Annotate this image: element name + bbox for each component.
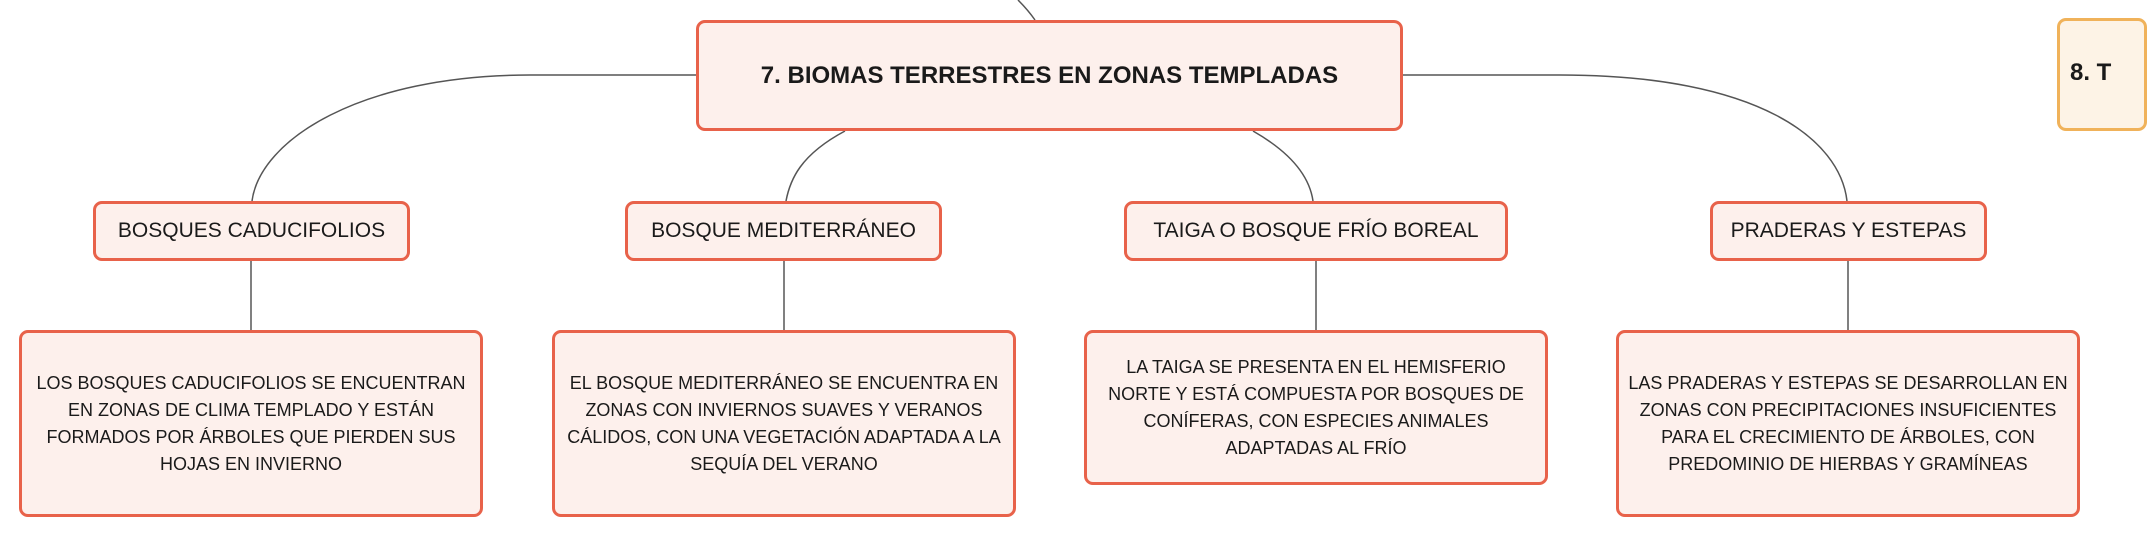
branch-title: BOSQUES CADUCIFOLIOS — [117, 219, 386, 242]
connector-parent — [1018, 0, 1035, 20]
connector-main-to-branch-2 — [786, 131, 845, 201]
connector-main-to-branch-3 — [1253, 131, 1313, 201]
next-topic-node[interactable] — [2057, 18, 2147, 131]
branch-node-bosque-mediterraneo[interactable] — [625, 201, 942, 261]
connector-main-to-branch-1 — [252, 75, 696, 201]
description-node-taiga[interactable] — [1084, 330, 1548, 485]
main-topic-title: 7. BIOMAS TERRESTRES EN ZONAS TEMPLADAS — [760, 61, 1339, 89]
description-node-bosque-mediterraneo[interactable] — [552, 330, 1016, 517]
branch-description: LA TAIGA SE PRESENTA EN EL HEMISFERIO NORTE Y ESTÁ COMPUESTA POR BOSQUES DE CONÍFERAS, CON ESPECIES ANIMALES ADAPTADAS AL FRÍO — [1108, 356, 1524, 458]
main-topic-node[interactable] — [696, 20, 1403, 131]
branch-title: PRADERAS Y ESTEPAS — [1730, 219, 1967, 242]
branch-node-praderas-y-estepas[interactable] — [1710, 201, 1987, 261]
description-node-bosques-caducifolios[interactable] — [19, 330, 483, 517]
branch-node-bosques-caducifolios[interactable] — [93, 201, 410, 261]
branch-title: BOSQUE MEDITERRÁNEO — [651, 219, 916, 242]
branch-description: LOS BOSQUES CADUCIFOLIOS SE ENCUENTRAN EN ZONAS DE CLIMA TEMPLADO Y ESTÁN FORMADOS POR ÁRBOLES QUE PIERDEN SUS HOJAS EN INVIERNO — [36, 372, 466, 474]
connector-main-to-branch-4 — [1403, 75, 1847, 201]
branch-description: EL BOSQUE MEDITERRÁNEO SE ENCUENTRA EN ZONAS CON INVIERNOS SUAVES Y VERANOS CÁLIDOS, CON UNA VEGETACIÓN ADAPTADA A LA SEQUÍA DEL VERANO — [567, 372, 1001, 474]
next-topic-title: 8. T — [2070, 59, 2112, 86]
branch-node-taiga[interactable] — [1124, 201, 1508, 261]
branch-title: TAIGA O BOSQUE FRÍO BOREAL — [1153, 219, 1479, 242]
description-node-praderas-y-estepas[interactable] — [1616, 330, 2080, 517]
branch-description: LAS PRADERAS Y ESTEPAS SE DESARROLLAN EN ZONAS CON PRECIPITACIONES INSUFICIENTES PARA EL CRECIMIENTO DE ÁRBOLES, CON PREDOMINIO DE HIERBAS Y GRAMÍNEAS — [1628, 372, 2068, 474]
